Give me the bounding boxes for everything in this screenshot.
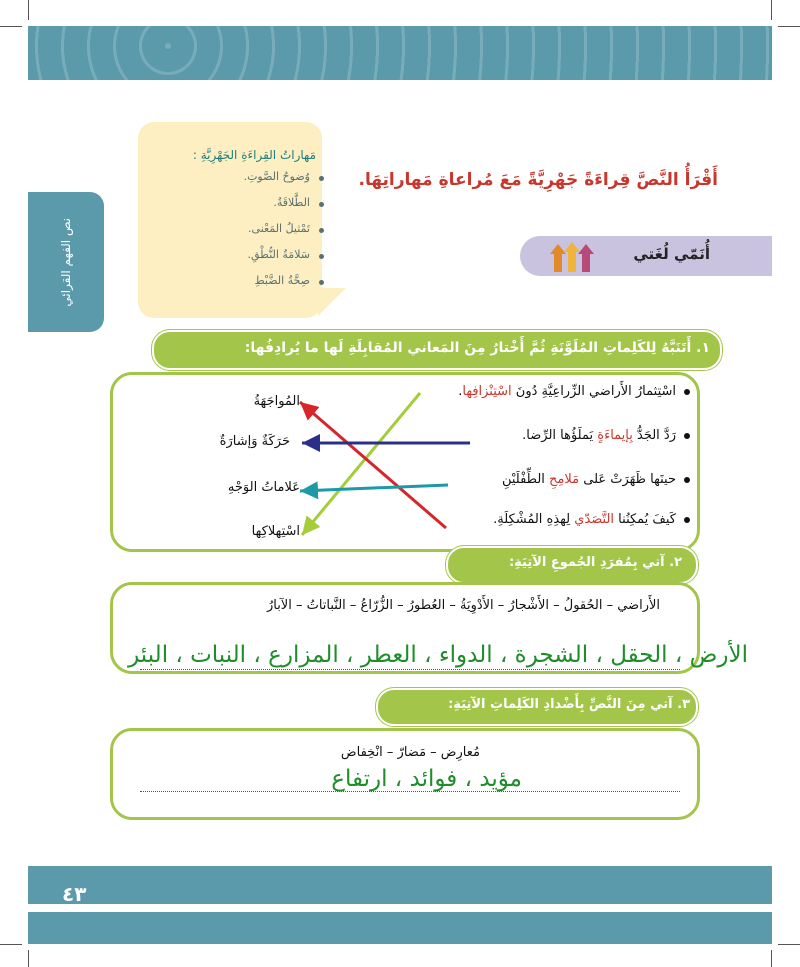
highlight-word: اسْتِنْزافِها bbox=[462, 384, 512, 399]
skill-item: صِحَّةُ الضَّبْطِ bbox=[244, 274, 324, 300]
sentence-2: رَدَّ الجَدُّ بِإيماءَةٍ يَملَؤُها الرِّضا. bbox=[522, 428, 690, 443]
sentence-4: كَيفَ يُمكِنُنا التَّصَدّي لِهذِهِ المُشْكِلَةِ. bbox=[493, 512, 690, 527]
section-title: أُنَمّي لُغَتي bbox=[633, 245, 710, 263]
question-1-title: ١. أَتَنَبَّهُ لِلكَلِماتِ المُلَوَّنَةِ ثُمَّ أَخْتارُ مِنَ المَعاني المُقابِلَةِ لَها ما يُرادِفُها: bbox=[244, 340, 710, 356]
skill-item: سَلامَةُ النُّطْقِ. bbox=[244, 248, 324, 274]
reading-instruction: أَقْرَأُ النَّصَّ قِراءَةً جَهْرِيَّةً مَعَ مُراعاةِ مَهاراتِهَا. bbox=[358, 170, 718, 190]
question-2-title: ٢. آتي بِمُفرَدِ الجُموعِ الآتِيَةِ: bbox=[508, 555, 682, 570]
answer-line bbox=[140, 668, 680, 670]
meaning-3: عَلاماتُ الوَجْهِ bbox=[227, 480, 300, 495]
skill-item: تَمْثيلُ المَعْنى. bbox=[244, 222, 324, 248]
skill-item: وُضوحُ الصَّوتِ. bbox=[244, 170, 324, 196]
page-number: ٤٣ bbox=[62, 882, 87, 906]
side-tab-text: نص الفهم القرائي bbox=[59, 217, 73, 307]
plurals-list: الأَراضي – الحُقولُ – الأَشْجارُ – الأَدْوِيَةُ – العُطورُ – الزُّرّاعُ – النَّباتاتُ – الآبارُ bbox=[266, 598, 660, 613]
highlight-word: بِإيماءَةٍ bbox=[597, 428, 633, 443]
match-line-lime bbox=[302, 393, 420, 535]
highlight-word: مَلامِحِ bbox=[549, 472, 580, 487]
sentence-3: حينَها ظَهَرَتْ عَلى مَلامِحِ الطِّفْلَيْنِ bbox=[502, 472, 690, 487]
meaning-4: اسْتِهلاكِها bbox=[251, 524, 300, 539]
highlight-word: التَّصَدّي bbox=[574, 512, 615, 527]
opposites-list: مُعارِض – مَضارّ – انْخِفاض bbox=[340, 745, 480, 760]
handwritten-answer-3: مؤيد ، فوائد ، ارتفاع bbox=[331, 766, 522, 792]
meaning-2: حَرَكَةٌ وَإشارَةٌ bbox=[219, 434, 290, 449]
meaning-1: المُواجَهَةُ bbox=[253, 394, 300, 409]
skill-item: الطَّلاقَةُ. bbox=[244, 196, 324, 222]
handwritten-answer-2: الأرض ، الحقل ، الشجرة ، الدواء ، العطر ، المزارع ، النبات ، البئر bbox=[128, 642, 748, 668]
question-3-title: ٣. آتي مِنَ النَّصِّ بِأَضْدادِ الكَلِماتِ الآتِيَةِ: bbox=[448, 697, 690, 712]
sentence-1: اسْتِثمارُ الأَراضي الزِّراعِيَّةِ دُونَ اسْتِنْزافِها. bbox=[458, 384, 690, 399]
match-line-teal bbox=[300, 485, 448, 491]
skills-title: مَهاراتُ القِراءَةِ الجَهْرِيَّةِ : bbox=[192, 148, 316, 162]
